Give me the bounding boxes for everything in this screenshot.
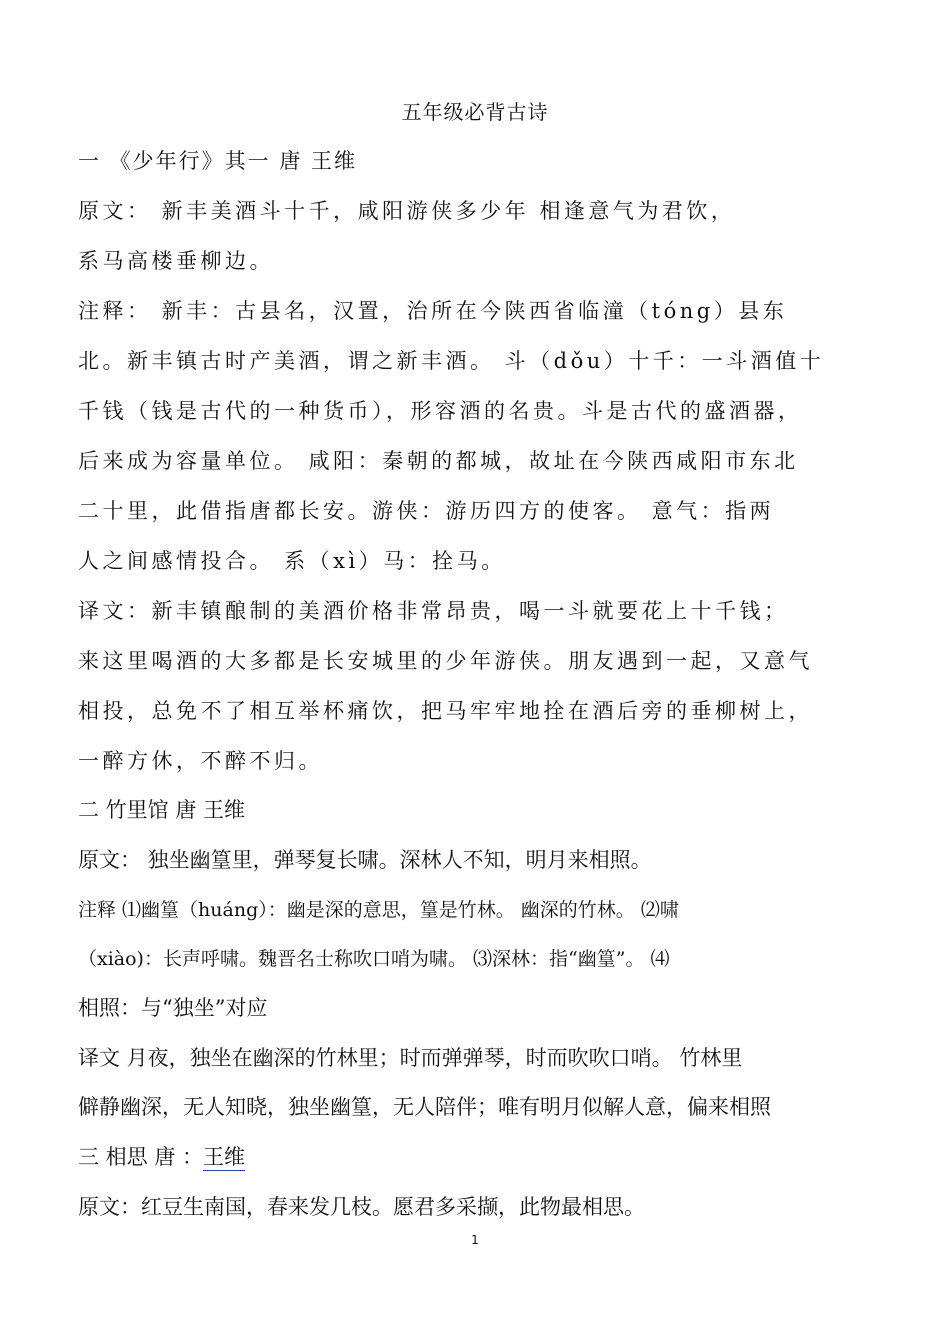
section-heading-1: 一 《少年行》其一 唐 王维 bbox=[78, 149, 358, 173]
poem-1-notes-line-5: 二十里，此借指唐都长安。游侠：游历四方的使客。 意气：指两 bbox=[78, 499, 775, 523]
poem-1-notes-line-6: 人之间感情投合。 系（xì）马：拴马。 bbox=[78, 549, 506, 573]
poem-2-original: 原文： 独坐幽篁里，弹琴复长啸。深林人不知，明月来相照。 bbox=[78, 848, 652, 872]
poem-1-notes-line-2: 北。新丰镇古时产美酒，谓之新丰酒。 斗（dǒu）十千：一斗酒值十 bbox=[78, 349, 825, 373]
poem-2-notes-line-2: （xiào)：长声呼啸。魏晋名士称吹口哨为啸。 ⑶深林：指“幽篁”。 ⑷ bbox=[78, 948, 670, 970]
page-number: 1 bbox=[471, 1233, 479, 1247]
section-heading-3 bbox=[78, 1142, 870, 1172]
poem-2-notes-line-1: 注释 ⑴幽篁（huáng）：幽是深的意思，篁是竹林。 幽深的竹林。 ⑵啸 bbox=[78, 899, 679, 921]
poem-2-translation-line-2: 僻静幽深，无人知晓，独坐幽篁，无人陪伴；唯有明月似解人意，偏来相照 bbox=[78, 1095, 771, 1119]
poem-1-notes-line-3: 千钱（钱是古代的一种货币），形容酒的名贵。斗是古代的盛酒器， bbox=[78, 399, 803, 423]
poem-2-translation-line-1: 译文 月夜，独坐在幽深的竹林里；时而弹弹琴，时而吹吹口哨。 竹林里 bbox=[78, 1046, 743, 1070]
poem-1-original-line-2: 系马高楼垂柳边。 bbox=[78, 249, 274, 273]
poem-1-translation-line-2: 来这里喝酒的大多都是长安城里的少年游侠。朋友遇到一起，又意气 bbox=[78, 649, 813, 673]
poem-2-notes-line-3: 相照：与“独坐”对应 bbox=[78, 996, 268, 1020]
poem-3-original: 原文：红豆生南国，春来发几枝。愿君多采撷，此物最相思。 bbox=[78, 1195, 645, 1219]
poem-1-original-line-1: 原文： 新丰美酒斗十千，咸阳游侠多少年 相逢意气为君饮， bbox=[78, 199, 736, 223]
poem-1-translation-line-4: 一醉方休，不醉不归。 bbox=[78, 749, 323, 773]
poem-1-translation-line-1: 译文：新丰镇酿制的美酒价格非常昂贵，喝一斗就要花上十千钱； bbox=[78, 599, 789, 623]
poem-1-notes-line-4: 后来成为容量单位。 咸阳：秦朝的都城，故址在今陕西咸阳市东北 bbox=[78, 449, 799, 473]
poem-1-translation-line-3: 相投，总免不了相互举杯痛饮，把马牢牢地拴在酒后旁的垂柳树上， bbox=[78, 699, 813, 723]
poem-1-notes-line-1: 注释： 新丰：古县名，汉置，治所在今陕西省临潼（tóng）县东 bbox=[78, 299, 788, 323]
section-heading-2: 二 竹里馆 唐 王维 bbox=[78, 798, 246, 822]
section-heading-3-author-link[interactable]: 王维 bbox=[203, 1145, 246, 1169]
page-title: 五年级必背古诗 bbox=[401, 100, 549, 124]
section-heading-3-prefix: 三 相思 唐 ： bbox=[78, 1145, 204, 1169]
